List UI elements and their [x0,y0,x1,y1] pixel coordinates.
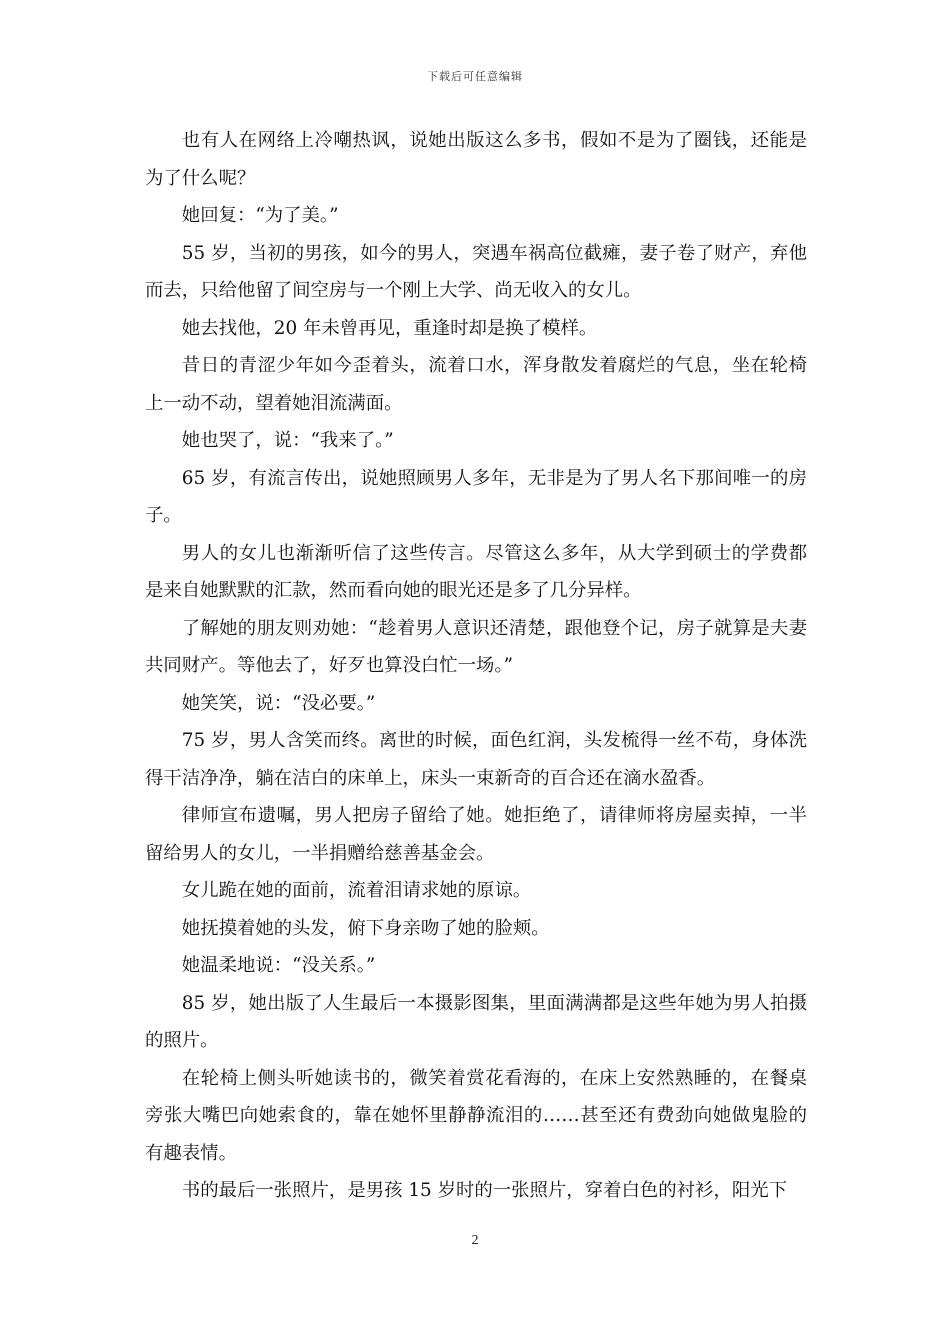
paragraph: 女儿跪在她的面前，流着泪请求她的原谅。 [181,880,532,901]
document-body [145,122,807,1210]
paragraph: 她也哭了，说：“我来了。” [181,430,394,451]
paragraph: 75 岁，男人含笑而终。离世的时候，面色红润，头发梳得一丝不苟，身体洗得干洁净净，躺在洁白的床单上，床头一束新奇的百合还在滴水盈香。 [145,730,807,789]
paragraph: 也有人在网络上冷嘲热讽，说她出版这么多书，假如不是为了圈钱，还能是为了什么呢？ [145,130,807,189]
paragraph: 了解她的朋友则劝她：“趁着男人意识还清楚，跟他登个记，房子就算是夫妻共同财产。等他去了，好歹也算没白忙一场。” [145,617,807,676]
paragraph: 她抚摸着她的头发，俯下身亲吻了她的脸颊。 [181,917,550,939]
paragraph: 55 岁，当初的男孩，如今的男人，突遇车祸高位截瘫，妻子卷了财产，弃他而去，只给他留了间空房与一个刚上大学、尚无收入的女儿。 [145,242,807,301]
paragraph: 85 岁，她出版了人生最后一本摄影图集，里面满满都是这些年她为男人拍摄的照片。 [145,992,807,1051]
page-header: 下载后可任意编辑 [427,70,523,83]
paragraph: 她温柔地说：“没关系。” [181,955,376,976]
page-number: 2 [471,1233,479,1248]
paragraph: 律师宣布遗嘱，男人把房子留给了她。她拒绝了，请律师将房屋卖掉，一半留给男人的女儿，一半捐赠给慈善基金会。 [145,805,807,864]
paragraph: 65 岁，有流言传出，说她照顾男人多年，无非是为了男人名下那间唯一的房子。 [145,467,807,526]
paragraph: 她回复：“为了美。” [181,205,339,226]
paragraph: 她去找他，20 年未曾再见，重逢时却是换了模样。 [181,317,598,339]
paragraph: 在轮椅上侧头听她读书的，微笑着赏花看海的，在床上安然熟睡的，在餐桌旁张大嘴巴向她索食的，靠在她怀里静静流泪的……甚至还有费劲向她做鬼脸的有趣表情。 [145,1067,807,1164]
paragraph: 她笑笑，说：“没必要。” [181,692,376,714]
paragraph: 昔日的青涩少年如今歪着头，流着口水，浑身散发着腐烂的气息，坐在轮椅上一动不动，望着她泪流满面。 [145,355,807,414]
paragraph: 男人的女儿也渐渐听信了这些传言。尽管这么多年，从大学到硕士的学费都是来自她默默的汇款，然而看向她的眼光还是多了几分异样。 [145,542,807,601]
paragraph: 书的最后一张照片，是男孩 15 岁时的一张照片，穿着白色的衬衫，阳光下 [181,1180,788,1201]
